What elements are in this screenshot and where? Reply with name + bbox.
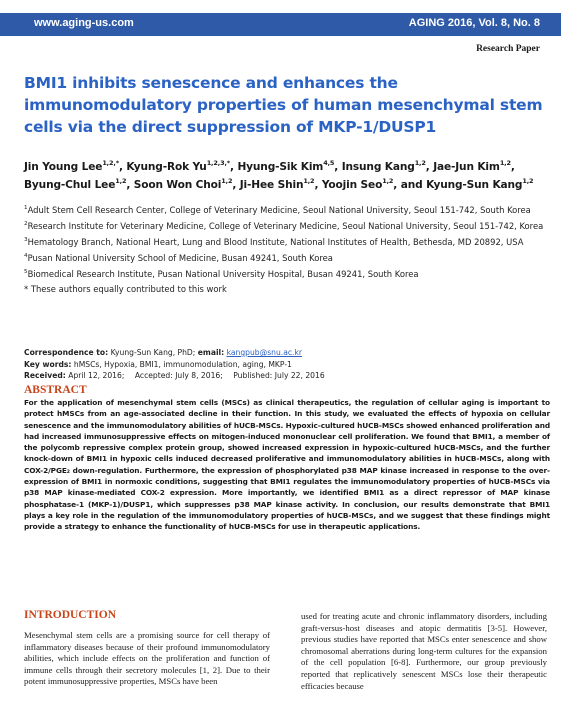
affiliation-number: 2: [24, 220, 28, 227]
author-affiliation-marker: 1,2: [303, 177, 315, 185]
affiliation-item: [24, 252, 552, 265]
affiliation-number: 4: [24, 252, 28, 259]
author-name: Jin Young Lee: [24, 161, 103, 173]
published-label: Published:: [233, 371, 273, 380]
affiliation-text: Adult Stem Cell Research Center, College of Veterinary Medicine, Seoul National University, Seoul 151-742, South Korea: [27, 205, 531, 215]
author-affiliation-marker: 1,2: [499, 159, 511, 167]
received-label: Received:: [24, 371, 66, 380]
introduction-left-column: Mesenchymal stem cells are a promising source for cell therapy of inflammatory diseases because of their profound immunomodulatory abilities, which include effects on the proliferation and function of immune cells through their secretory molecules [1, 2]. Due to their potent immunosuppressive properties, MSCs have been: [24, 630, 270, 687]
author-affiliation-marker: 1,2: [382, 177, 394, 185]
affiliation-text: * These authors equally contributed to this work: [24, 284, 227, 295]
author-name: Byung-Chul Lee: [24, 179, 116, 191]
author-affiliation-marker: 1,2: [414, 159, 426, 167]
accepted-label: Accepted:: [134, 371, 173, 380]
keywords-line: [24, 359, 544, 371]
dates-line: [24, 370, 544, 382]
affiliation-item: [24, 236, 552, 249]
journal-volume-label: AGING 2016, Vol. 8, No. 8: [408, 17, 540, 29]
author-affiliation-marker: 1,2,*: [102, 159, 119, 167]
affiliation-text: Research Institute for Veterinary Medicine, College of Veterinary Medicine, Seoul National University, Seoul 151-742, Korea: [27, 220, 544, 231]
author-name: Kyung-Rok Yu: [126, 161, 207, 173]
affiliation-item: [24, 283, 552, 296]
author-name: Jae-Jun Kim: [433, 161, 500, 173]
journal-header-bar: [0, 13, 561, 36]
author-affiliation-marker: 1,2: [522, 177, 534, 185]
author-affiliation-marker: 4,5: [323, 159, 335, 167]
introduction-right-column: used for treating acute and chronic inflammatory disorders, including graft-versus-host diseases and atopic dermatitis [3-5]. However, previous studies have reported that MSCs enter senescence and show chromosomal aberrations during long-term cultures for the expansion of the cell population [6-8]. Furthermore, our group previously reported that replicatively senescent MSCs lose their therapeutic efficacies because: [301, 611, 547, 691]
affiliation-text: Biomedical Research Institute, Pusan National University Hospital, Busan 49241, South Korea: [27, 268, 419, 279]
affiliation-list: [24, 204, 552, 299]
abstract-heading: ABSTRACT: [24, 384, 87, 396]
received-date: April 12, 2016;: [68, 371, 125, 380]
paper-type-label: Research Paper: [476, 44, 540, 54]
author-name: Kyung-Sun Kang: [426, 179, 523, 191]
author-name: Yoojin Seo: [321, 179, 383, 191]
correspondence-name: Kyung-Sun Kang, PhD;: [110, 348, 196, 357]
author-name: Insung Kang: [341, 161, 415, 173]
abstract-text: For the application of mesenchymal stem cells (MSCs) as clinical therapeutics, the regulation of cellular aging is important to protect hMSCs from an age-associated decline in their function. In this study, we evaluated the effects of hypoxia on cellular senescence and the immunomodulatory abilities of hUCB-MSCs. Hypoxic-cultured hUCB-MSCs showed enhanced proliferation and had increased immunosuppressive effects on mitogen-induced mononuclear cell proliferation. We found that BMI1, a member of the polycomb repressive complex protein group, showed increased expression in hypoxic-cultured hUCB-MSCs, and the further knock-down of BMI1 in hypoxic cells induced decreased proliferative and immunomodulatory abilities in hUCB-MSCs, along with COX-2/PGE₂ down-regulation. Furthermore, the expression of phosphorylated p38 MAP kinase increased in response to the over-expression of BMI1 in normoxic conditions, suggesting that BMI1 regulates the immunomodulatory properties of hUCB-MSCs via p38 MAP kinase-mediated COX-2 expression. More importantly, we identified BMI1 as a direct repressor of MAP kinase phosphatase-1 (MKP-1)/DUSP1, which suppresses p38 MAP kinase activity. In conclusion, our results demonstrate that BMI1 plays a key role in the regulation of the immunomodulatory properties of hUCB-MSCs, and we suggest that these findings might provide a strategy to enhance the functionality of hUCB-MSCs for use in therapeutic applications.: [24, 398, 550, 532]
introduction-heading: INTRODUCTION: [24, 609, 117, 621]
keywords-label: Key words:: [24, 359, 72, 369]
author-name: Hyung-Sik Kim: [237, 161, 324, 173]
affiliation-number: 3: [24, 236, 28, 243]
correspondence-line: [24, 347, 544, 359]
published-date: July 22, 2016: [274, 371, 325, 380]
affiliation-number: 1: [24, 205, 28, 211]
author-affiliation-marker: 1,2,3,*: [206, 159, 231, 167]
article-metadata: [24, 347, 544, 382]
author-affiliation-marker: 1,2: [115, 177, 127, 185]
accepted-date: July 8, 2016;: [175, 371, 223, 380]
email-link[interactable]: kangpub@snu.ac.kr: [226, 348, 302, 357]
affiliation-item: [24, 204, 552, 217]
paper-title: BMI1 inhibits senescence and enhances the immunomodulatory properties of human mesenchymal stem cells via the direct suppression of MKP-1/DUSP1: [24, 74, 543, 136]
affiliation-text: Hematology Branch, National Heart, Lung and Blood Institute, National Institutes of Health, Bethesda, MD 20892, USA: [27, 236, 524, 247]
author-name: Soon Won Choi: [133, 179, 222, 191]
journal-url[interactable]: www.aging-us.com: [34, 17, 134, 29]
affiliation-text: Pusan National University School of Medicine, Busan 49241, South Korea: [27, 252, 333, 263]
author-affiliation-marker: 1,2: [221, 177, 233, 185]
author-list: Jin Young Lee$^{1,2,*}$, Kyung-Rok $Yu^{1,2,3,*}$, Hyung-Sik Kim$^{4,5}$, Insung Kang$^{1,2}$, Jae-Jun Kim$^{1,2}$, Byung-Chul Lee$^{1,2}$, Soon Won Choi$^{1,2}$, Ji-Hee Shin$^{1,2}$, Yoojin Seo$^{1,2}$, and Kyung-Sun Kang$^{1,2}$: [24, 159, 534, 191]
keywords-text: hMSCs, Hypoxia, BMI1, immunomodulation, aging, MKP-1: [73, 359, 292, 369]
affiliation-item: [24, 220, 552, 233]
correspondence-label: Correspondence to:: [24, 348, 109, 357]
author-name: Ji-Hee Shin: [239, 179, 304, 191]
email-label: email:: [197, 348, 225, 357]
affiliation-number: 5: [24, 268, 28, 275]
affiliation-item: [24, 268, 552, 281]
